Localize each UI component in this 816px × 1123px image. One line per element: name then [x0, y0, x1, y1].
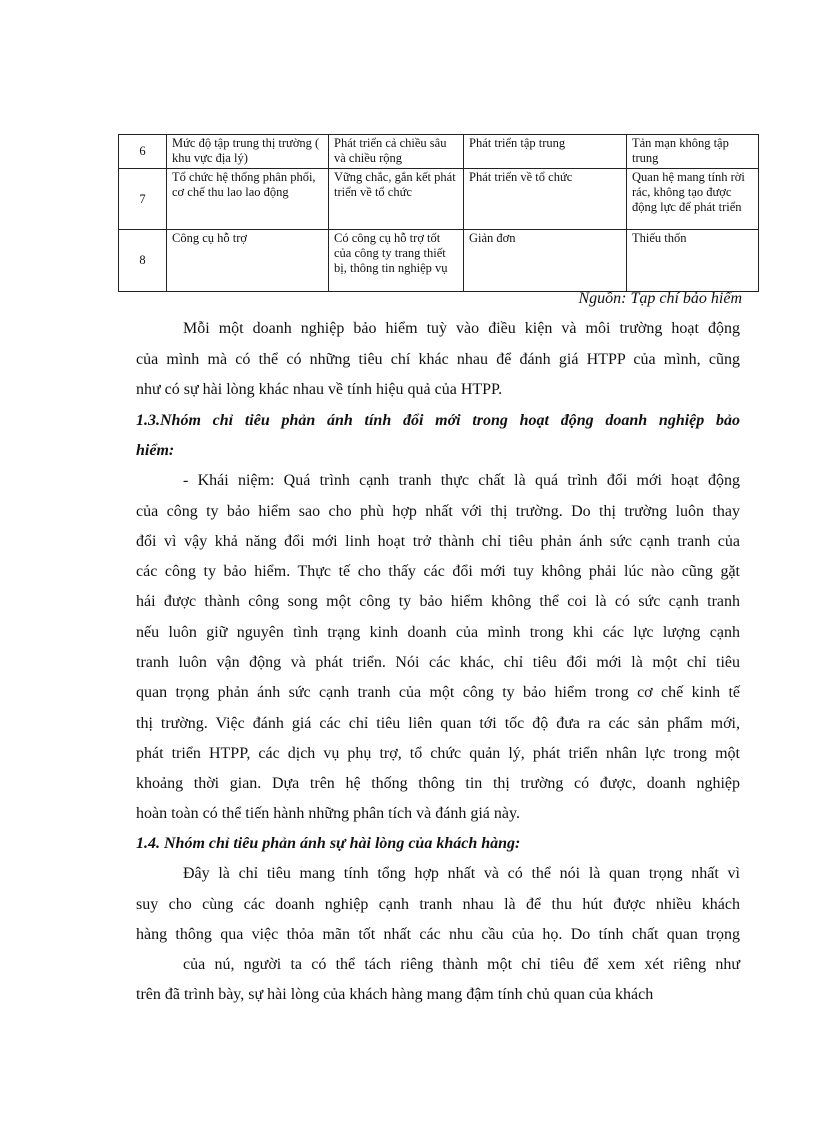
paragraph-line: - Khái niệm: Quá trình cạnh tranh thực chất là quá trình đổi mới hoạt động: [183, 472, 740, 489]
row-number: 7: [119, 169, 167, 230]
section-heading: 1.3.Nhóm chỉ tiêu phản ánh tính đổi mới trong hoạt động doanh nghiệp bảo: [136, 412, 740, 429]
section-heading: 1.4. Nhóm chỉ tiêu phản ánh sự hài lòng của khách hàng:: [136, 835, 521, 852]
table-cell: Vững chắc, gắn kết phát triển về tổ chức: [329, 169, 464, 230]
paragraph-line: của công ty bảo hiểm sao cho phù hợp nhất với thị trường. Do thị trường luôn thay: [136, 503, 740, 520]
table-row: [119, 135, 759, 169]
paragraph-line: đổi vì vậy khả năng đổi mới linh hoạt trở thành chỉ tiêu phản ánh sức cạnh tranh của: [136, 533, 740, 550]
paragraph-line: hàng thông qua việc thỏa mãn tốt nhất các nhu cầu của họ. Do tính chất quan trọng: [136, 926, 740, 943]
paragraph-line: như có sự hài lòng khác nhau về tính hiệu quả của HTPP.: [136, 381, 503, 398]
table-row: [119, 230, 759, 292]
table-cell: Thiếu thốn: [627, 230, 759, 292]
paragraph-line: Đây là chỉ tiêu mang tính tổng hợp nhất và có thể nói là quan trọng nhất vì: [183, 865, 740, 882]
criterion-cell: Công cụ hỗ trợ: [167, 230, 329, 292]
paragraph-line: tranh luôn vận động và phát triển. Nói các khác, chỉ tiêu đổi mới là một chỉ tiêu: [136, 654, 740, 671]
paragraph-line: phát triển HTPP, các dịch vụ phụ trợ, tổ chức quản lý, phát triển nhân lực trong một: [136, 745, 740, 762]
paragraph-line: của nú, người ta có thể tách riêng thành một chỉ tiêu để xem xét riêng như: [183, 956, 740, 973]
paragraph-line: hái được thành công song một công ty bảo hiểm không thể coi là có sức cạnh tranh: [136, 593, 740, 610]
section-heading: hiểm:: [136, 442, 175, 459]
source-note: Nguồn: Tạp chí bảo hiểm: [578, 290, 742, 307]
paragraph-line: hoàn toàn có thể tiến hành những phân tích và đánh giá này.: [136, 805, 520, 822]
paragraph-line: các công ty bảo hiểm. Thực tế cho thấy các đổi mới tuy không phải lúc nào cũng gặt: [136, 563, 740, 580]
table-cell: Giản đơn: [464, 230, 627, 292]
row-number: 8: [119, 230, 167, 292]
table-row: [119, 169, 759, 230]
table-cell: Phát triển về tổ chức: [464, 169, 627, 230]
table-cell: Có công cụ hỗ trợ tốt của công ty trang thiết bị, thông tin nghiệp vụ: [329, 230, 464, 292]
paragraph-line: thị trường. Việc đánh giá các chỉ tiêu liên quan tới tốc độ đưa ra các sản phẩm mới,: [136, 715, 740, 732]
paragraph-line: Mỗi một doanh nghiệp bảo hiểm tuỳ vào điều kiện và môi trường hoạt động: [183, 320, 740, 337]
paragraph-line: quan trọng phản ánh sức cạnh tranh của một công ty bảo hiểm trong cơ chế kinh tế: [136, 684, 740, 701]
table-cell: Phát triển tập trung: [464, 135, 627, 169]
table-cell: Quan hệ mang tính rời rác, không tạo được động lực để phát triển: [627, 169, 759, 230]
criteria-table: [118, 134, 759, 292]
paragraph-line: nếu luôn giữ nguyên tình trạng kinh doanh của mình trong khi các lực lượng cạnh: [136, 624, 740, 641]
table-cell: Phát triển cả chiều sâu và chiều rộng: [329, 135, 464, 169]
paragraph-line: khoảng thời gian. Dựa trên hệ thống thông tin thị trường có được, doanh nghiệp: [136, 775, 740, 792]
table-cell: Tản mạn không tập trung: [627, 135, 759, 169]
paragraph-line: của mình mà có thể có những tiêu chí khác nhau để đánh giá HTPP của mình, cũng: [136, 351, 740, 368]
criterion-cell: Tổ chức hệ thống phân phối, cơ chế thu lao lao động: [167, 169, 329, 230]
criterion-cell: Mức độ tập trung thị trường ( khu vực địa lý): [167, 135, 329, 169]
paragraph-line: suy cho cùng các doanh nghiệp cạnh tranh nhau là để thu hút được nhiều khách: [136, 896, 740, 913]
row-number: 6: [119, 135, 167, 169]
paragraph-line: trên đã trình bày, sự hài lòng của khách hàng mang đậm tính chủ quan của khách: [136, 986, 654, 1003]
